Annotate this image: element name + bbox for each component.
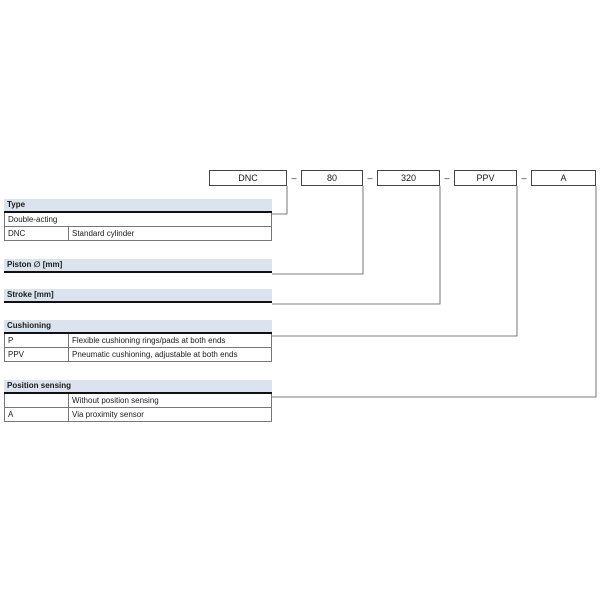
row-code: DNC (5, 227, 69, 240)
section-heading-cushioning: Cushioning (4, 320, 272, 334)
connector-stroke (272, 186, 440, 304)
row-desc: Via proximity sensor (72, 410, 144, 419)
connector-position-sensing (272, 186, 596, 397)
section-heading-stroke: Stroke [mm] (4, 289, 272, 303)
row-desc: Pneumatic cushioning, adjustable at both ends (72, 350, 238, 359)
row-code: PPV (5, 348, 69, 361)
table-row (4, 348, 272, 362)
connector-piston (272, 186, 363, 274)
section-heading-position-sensing: Position sensing (4, 380, 272, 394)
table-row (4, 408, 272, 422)
row-desc: Flexible cushioning rings/pads at both ends (72, 336, 226, 345)
code-box-position-sensing: A (531, 170, 596, 186)
row-code: Double-acting (8, 215, 58, 224)
connector-cushioning (272, 186, 517, 336)
table-row (4, 334, 272, 348)
table-row (4, 227, 272, 241)
code-box-type: DNC (209, 170, 287, 186)
section-piston (4, 259, 272, 273)
table-row (4, 394, 272, 408)
connector-type (272, 186, 287, 214)
code-separator: – (444, 173, 450, 183)
section-stroke (4, 289, 272, 303)
row-desc: Without position sensing (72, 396, 159, 405)
row-code (5, 394, 69, 407)
code-box-cushioning: PPV (454, 170, 517, 186)
section-cushioning (4, 320, 272, 362)
section-type (4, 199, 272, 241)
section-heading-type: Type (4, 199, 272, 213)
section-position-sensing (4, 380, 272, 422)
code-separator: – (521, 173, 527, 183)
code-box-piston: 80 (301, 170, 363, 186)
code-separator: – (291, 173, 297, 183)
section-heading-piston: Piston ∅ [mm] (4, 259, 272, 273)
row-code: P (5, 334, 69, 347)
row-desc: Standard cylinder (72, 229, 135, 238)
row-code: A (5, 408, 69, 421)
code-separator: – (367, 173, 373, 183)
code-box-stroke: 320 (377, 170, 440, 186)
table-row (4, 213, 272, 227)
